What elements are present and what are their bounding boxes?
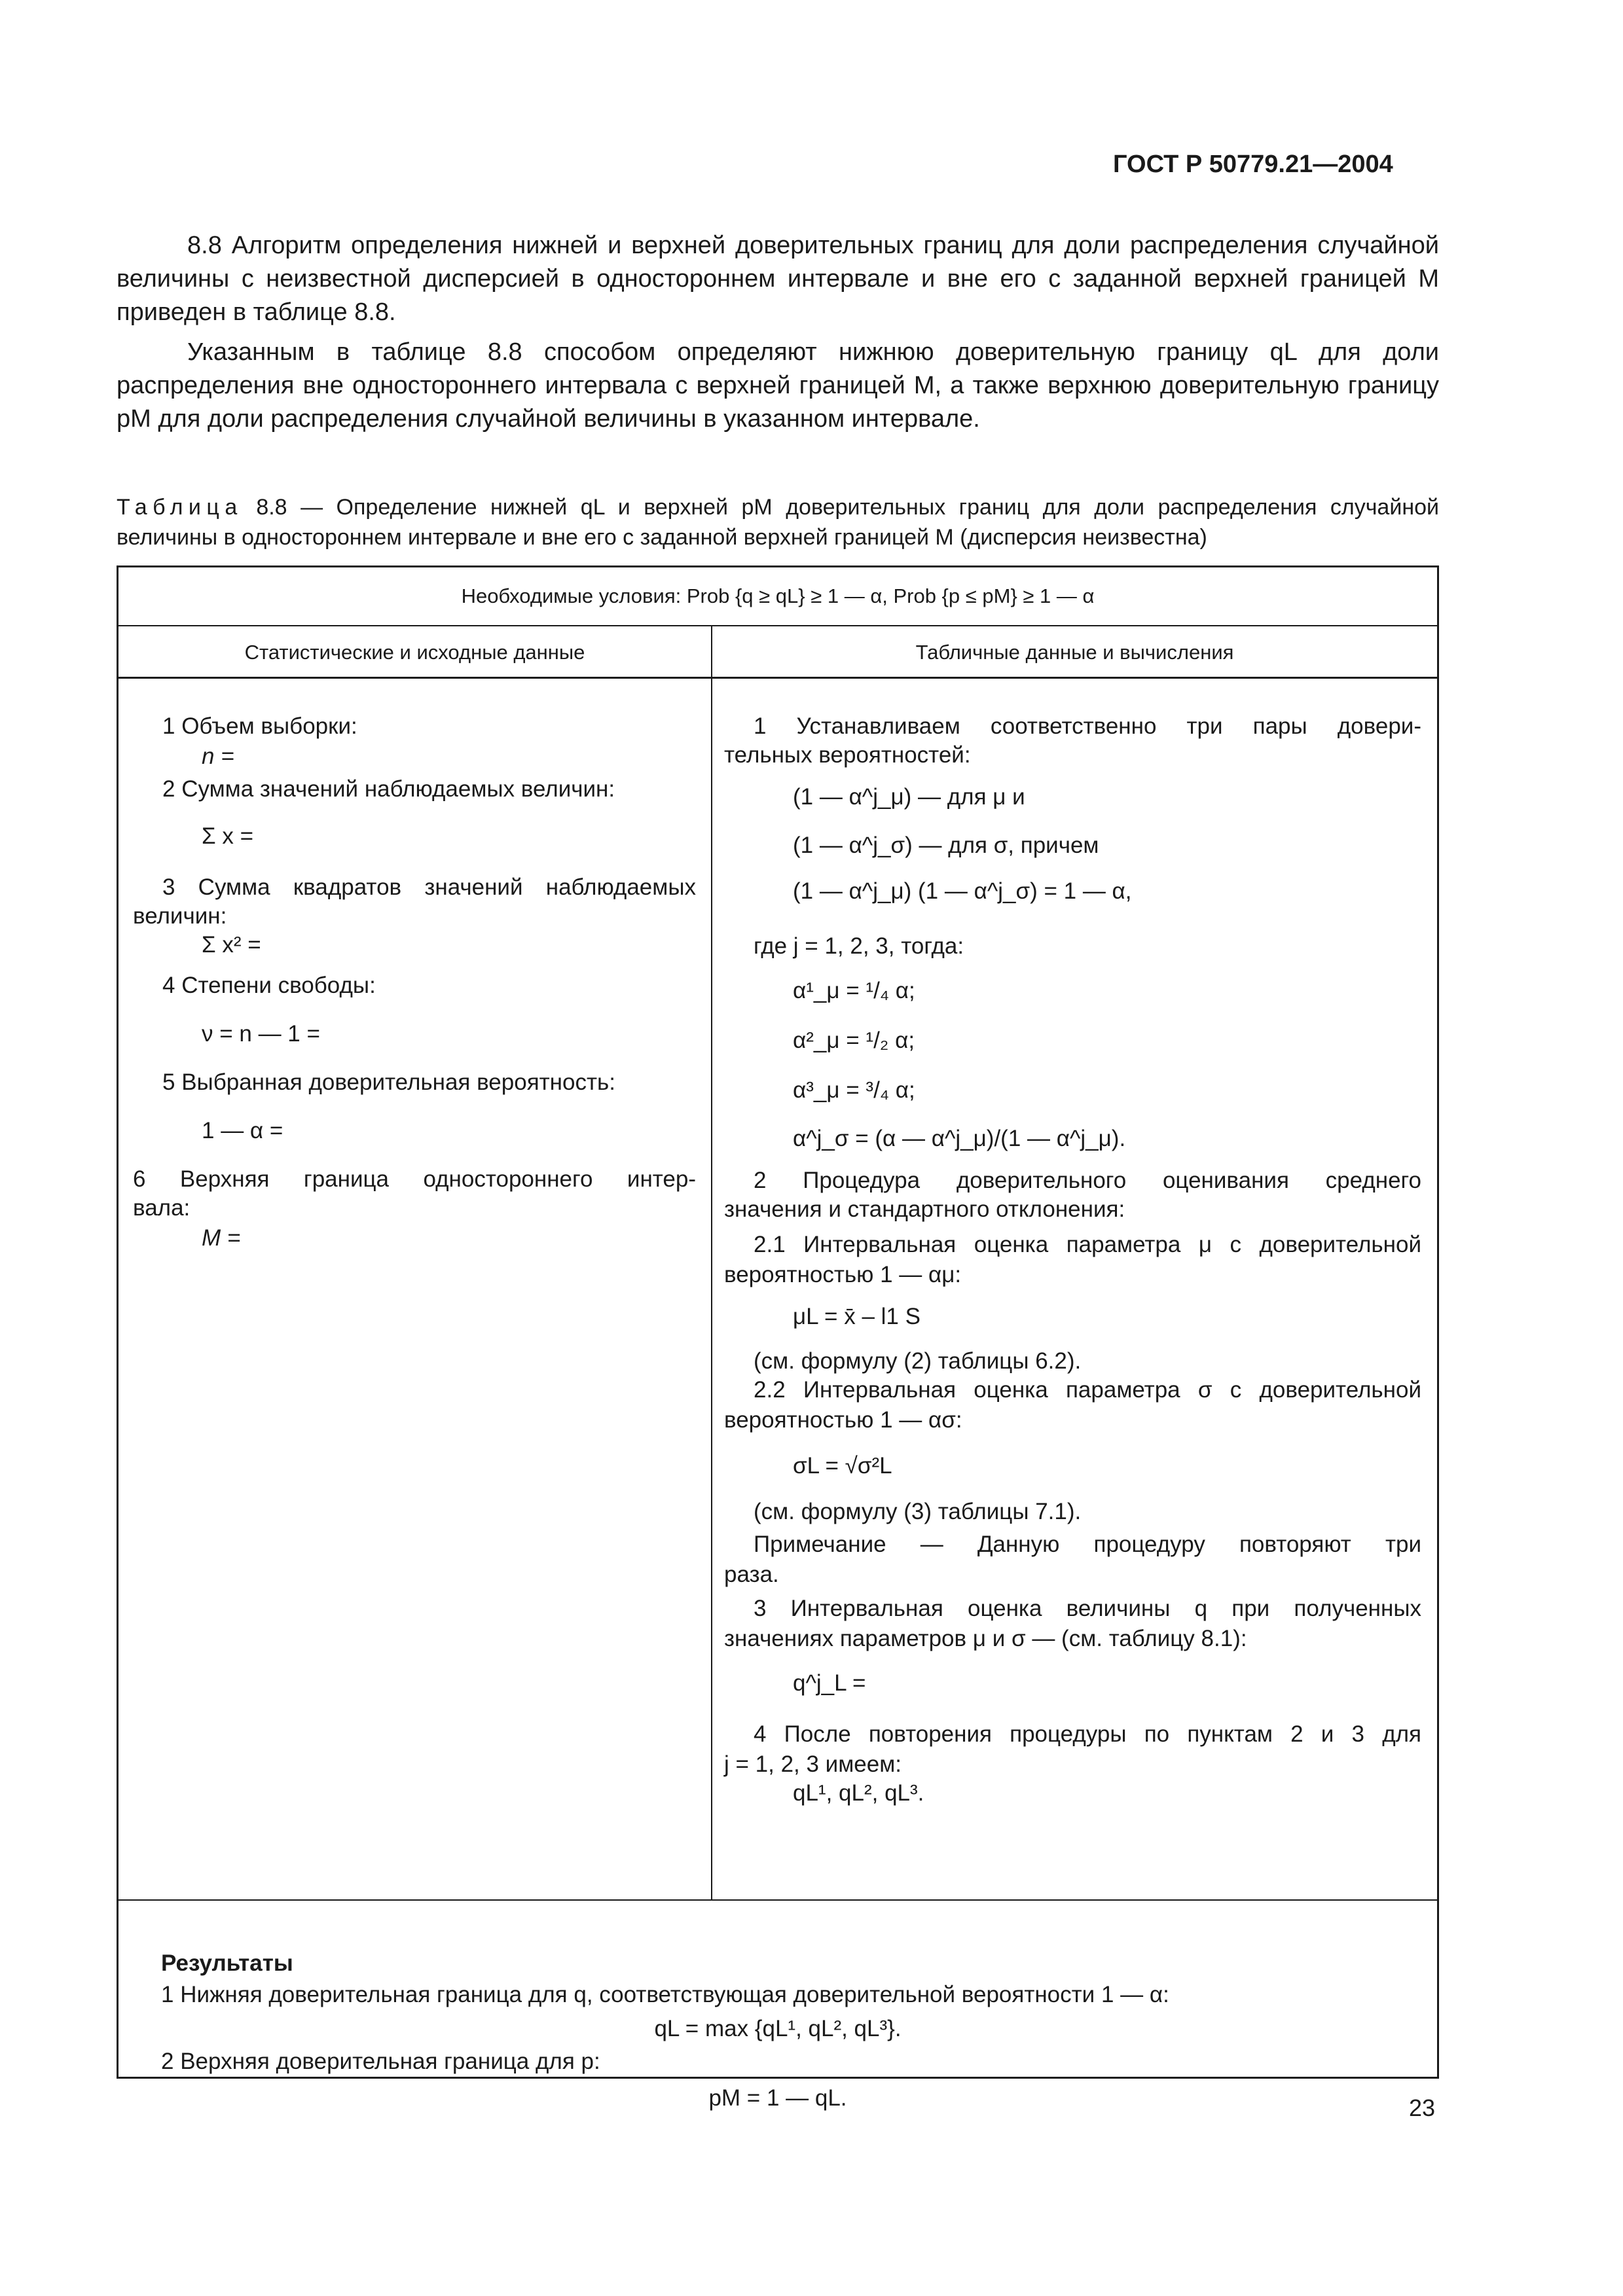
left-line: n = xyxy=(202,744,234,769)
right-line: j = 1, 2, 3 имеем: xyxy=(724,1751,902,1777)
caption-label: Таблица xyxy=(117,495,243,520)
right-line: значениях параметров μ и σ — (см. таблицу 8.1): xyxy=(724,1626,1247,1651)
right-line: тельных вероятностей: xyxy=(724,742,971,768)
intro-paragraph-2: Указанным в таблице 8.8 способом определяют нижнюю доверительную границу qL для доли распределения вне одностороннего интервала с верхней границей М, а также верхнюю доверительную границу pM для доли распределения случайной величины в указанном интервале. xyxy=(117,338,1439,433)
left-line: 5 Выбранная доверительная вероятность: xyxy=(162,1069,615,1095)
left-line: 4 Степени свободы: xyxy=(162,973,376,998)
caption-text: 8.8 — Определение нижней qL и верхней pM доверительных границ для доли распределения случайной величины в одностороннем интервале и вне его с заданной верхней границей М (дисперсия неизвестна) xyxy=(117,495,1439,550)
right-line: где j = 1, 2, 3, тогда: xyxy=(754,933,964,959)
right-line: σL = √σ²L xyxy=(793,1453,892,1479)
right-line: 2.2 Интервальная оценка параметра σ с доверительной xyxy=(754,1377,1421,1403)
result-1-formula: qL = max {qL¹, qL², qL³}. xyxy=(654,2016,902,2041)
right-line: 3 Интервальная оценка величины q при полученных xyxy=(754,1596,1421,1621)
right-line: вероятностью 1 — ασ: xyxy=(724,1407,962,1433)
right-line: (1 — α^j_μ) — для μ и xyxy=(793,784,1025,810)
left-line: величин: xyxy=(133,903,227,929)
right-line: q^j_L = xyxy=(793,1670,866,1696)
left-line: 1 — α = xyxy=(202,1118,283,1143)
right-line: значения и стандартного отклонения: xyxy=(724,1196,1125,1222)
header-left: Статистические и исходные данные xyxy=(244,641,585,664)
right-line: 4 После повторения процедуры по пунктам 2 и 3 для xyxy=(754,1721,1421,1747)
table-header-row xyxy=(119,626,1437,679)
left-line: 6 Верхняя граница одностороннего интер- xyxy=(133,1166,696,1192)
right-line: вероятностью 1 — αμ: xyxy=(724,1262,962,1287)
results-divider xyxy=(119,1899,1437,1901)
right-line: Примечание — Данную процедуру повторяют три xyxy=(754,1532,1421,1557)
left-line: M = xyxy=(202,1225,241,1251)
left-line: 1 Объем выборки: xyxy=(162,713,357,739)
left-line: 3 Сумма квадратов значений наблюдаемых xyxy=(162,874,696,900)
right-line: α³_μ = ³/₄ α; xyxy=(793,1077,915,1103)
intro-paragraph-1: 8.8 Алгоритм определения нижней и верхней доверительных границ для доли распределения случайной величины с неизвестной дисперсией в одностороннем интервале и вне его с заданной верхней границей М приведен в таблице 8.8. xyxy=(117,232,1439,326)
right-line: α²_μ = ¹/₂ α; xyxy=(793,1028,915,1053)
page-number: 23 xyxy=(1409,2094,1436,2121)
result-2: 2 Верхняя доверительная граница для p: xyxy=(161,2049,600,2074)
results-title: Результаты xyxy=(161,1950,293,1976)
left-line: Σ x² = xyxy=(202,932,261,958)
right-line: 2.1 Интервальная оценка параметра μ с доверительной xyxy=(754,1232,1421,1257)
left-line: Σ x = xyxy=(202,823,254,849)
right-line: qL¹, qL², qL³. xyxy=(793,1780,924,1806)
right-line: α¹_μ = ¹/₄ α; xyxy=(793,978,915,1003)
right-line: раза. xyxy=(724,1562,779,1587)
conditions-text: Необходимые условия: Prob {q ≥ qL} ≥ 1 — α, Prob {p ≤ pM} ≥ 1 — α xyxy=(461,584,1095,607)
left-line: вала: xyxy=(133,1195,191,1221)
right-line: α^j_σ = (α — α^j_μ)/(1 — α^j_μ). xyxy=(793,1126,1126,1151)
header-right: Табличные данные и вычисления xyxy=(915,641,1234,664)
column-divider xyxy=(711,626,712,1899)
right-line: 2 Процедура доверительного оценивания среднего xyxy=(754,1168,1421,1193)
table-caption xyxy=(117,492,1439,552)
right-line: (см. формулу (3) таблицы 7.1). xyxy=(754,1499,1082,1524)
document-code: ГОСТ Р 50779.21—2004 xyxy=(1113,151,1393,178)
right-line: (см. формулу (2) таблицы 6.2). xyxy=(754,1348,1082,1374)
left-line: 2 Сумма значений наблюдаемых величин: xyxy=(162,776,615,802)
intro-text xyxy=(117,229,1439,442)
conditions-row xyxy=(119,567,1437,626)
right-line: (1 — α^j_μ) (1 — α^j_σ) = 1 — α, xyxy=(793,878,1132,904)
right-line: μL = x̄ – l1 S xyxy=(793,1304,921,1329)
data-table xyxy=(117,565,1439,2111)
result-2-formula: pM = 1 — qL. xyxy=(708,2085,847,2111)
right-line: 1 Устанавливаем соответственно три пары довери- xyxy=(754,713,1421,739)
left-line: ν = n — 1 = xyxy=(202,1021,320,1047)
right-line: (1 — α^j_σ) — для σ, причем xyxy=(793,833,1099,858)
result-1: 1 Нижняя доверительная граница для q, соответствующая доверительной вероятности 1 — α: xyxy=(161,1982,1169,2007)
